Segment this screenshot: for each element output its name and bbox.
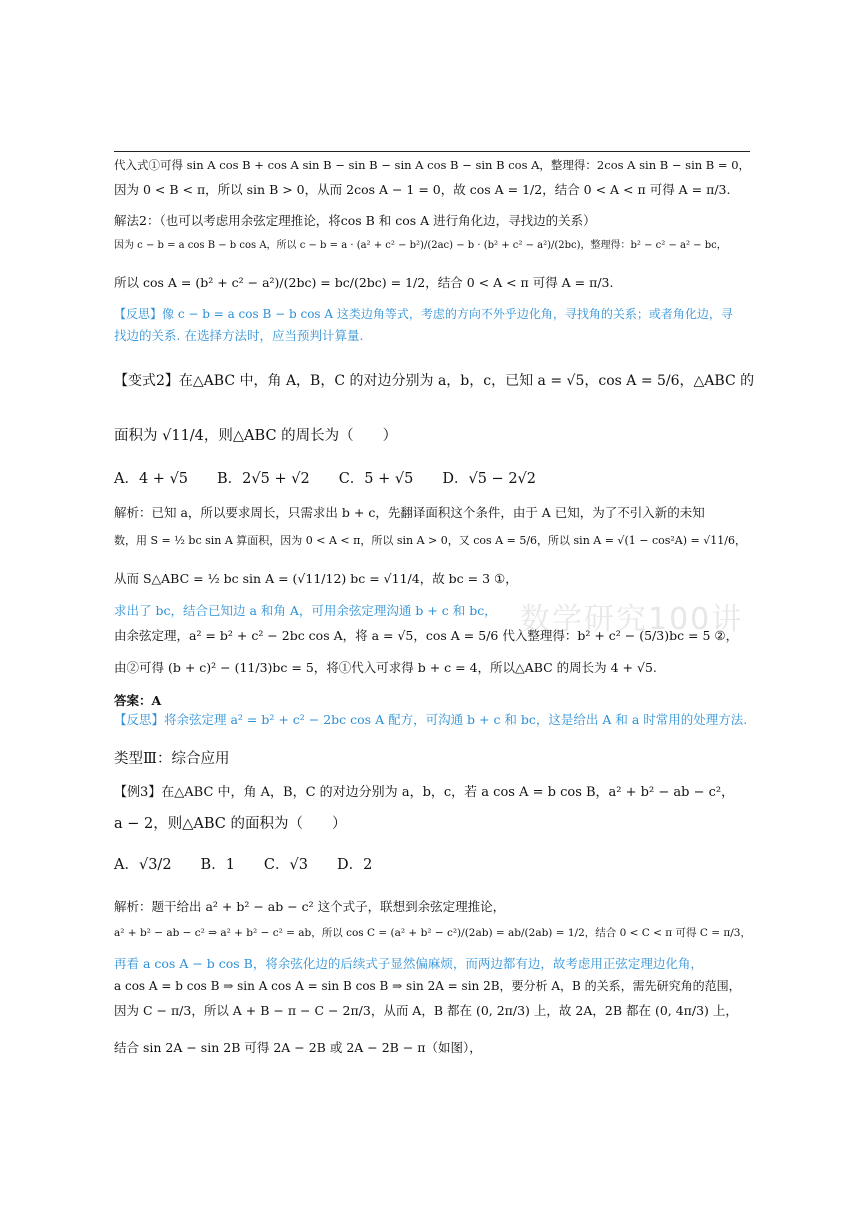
text-line-l10: A．4 + √5 B．2√5 + √2 C．5 + √5 D．√5 − 2√2 bbox=[114, 471, 537, 487]
text-line-l22: A．√3/2 B．1 C．√3 D．2 bbox=[114, 857, 373, 873]
text-line-l26: a cos A = b cos B ⇒ sin A cos A = sin B cos B ⇒ sin 2A = sin 2B，要分析 A，B 的关系，需先研究角的范围， bbox=[114, 979, 741, 993]
text-line-l12: 数，用 S = ½ bc sin A 算面积，因为 0 < A < π，所以 sin A > 0，又 cos A = 5/6，所以 sin A = √(1 − cos²A) = √11/6， bbox=[114, 534, 746, 547]
text-line-l3: 解法2：（也可以考虑用余弦定理推论，将cos B 和 cos A 进行角化边，寻找边的关系） bbox=[114, 213, 596, 228]
text-line-l15: 由余弦定理，a² = b² + c² − 2bc cos A，将 a = √5，cos A = 5/6 代入整理得：b² + c² − (5/3)bc = 5 ②， bbox=[114, 628, 739, 643]
text-line-l1: 代入式①可得 sin A cos B + cos A sin B − sin B − sin A cos B − sin B cos A，整理得：2cos A sin B − sin B = 0， bbox=[114, 158, 751, 172]
text-line-l28: 结合 sin 2A − sin 2B 可得 2A − 2B 或 2A − 2B − π（如图）， bbox=[114, 1040, 482, 1055]
text-line-l4: 因为 c − b = a cos B − b cos A，所以 c − b = a · (a² + c² − b²)/(2ac) − b · (b² + c² − a²)/(2bc)，整理得：b² − c² − a² − bc， bbox=[114, 240, 727, 251]
text-line-l5: 所以 cos A = (b² + c² − a²)/(2bc) = bc/(2bc) = 1/2，结合 0 < A < π 可得 A = π/3. bbox=[114, 275, 614, 290]
watermark: 数学研究100讲 bbox=[520, 602, 744, 637]
text-line-l14: 求出了 bc，结合已知边 a 和角 A，可用余弦定理沟通 b + c 和 bc， bbox=[114, 603, 497, 618]
text-line-l24: a² + b² − ab − c² ⇒ a² + b² − c² = ab，所以 cos C = (a² + b² − c²)/(2ab) = ab/(2ab) = 1/2，结合 0 < C < π 可得 C = π/3， bbox=[114, 927, 751, 939]
text-line-l7: 找边的关系. 在选择方法时，应当预判计算量. bbox=[114, 328, 364, 343]
text-line-l25: 再看 a cos A − b cos B，将余弦化边的后续式子显然偏麻烦，而两边都有边，故考虑用正弦定理边化角， bbox=[114, 956, 703, 971]
text-line-l9: 面积为 √11/4，则△ABC 的周长为（ ） bbox=[114, 428, 398, 444]
text-line-l20: 【例3】在△ABC 中，角 A，B，C 的对边分别为 a，b，c，若 a cos A = b cos B，a² + b² − ab − c²， bbox=[114, 785, 735, 800]
text-line-l23: 解析：题干给出 a² + b² − ab − c² 这个式子，联想到余弦定理推论， bbox=[114, 899, 506, 914]
text-line-l11: 解析：已知 a，所以要求周长，只需求出 b + c，先翻译面积这个条件，由于 A 已知，为了不引入新的未知 bbox=[114, 505, 705, 520]
text-line-l18: 【反思】将余弦定理 a² = b² + c² − 2bc cos A 配方，可沟通 b + c 和 bc，这是给出 A 和 a 时常用的处理方法. bbox=[114, 712, 748, 727]
text-line-l16: 由②可得 (b + c)² − (11/3)bc = 5，将①代入可求得 b + c = 4，所以△ABC 的周长为 4 + √5. bbox=[114, 660, 657, 675]
text-line-l6: 【反思】像 c − b = a cos B − b cos A 这类边角等式，考虑的方向不外乎边化角，寻找角的关系；或者角化边，寻 bbox=[114, 307, 733, 321]
header-rule bbox=[114, 151, 750, 152]
text-line-l17: 答案：A bbox=[114, 693, 162, 708]
text-line-l8: 【变式2】在△ABC 中，角 A，B，C 的对边分别为 a，b，c，已知 a = √5，cos A = 5/6，△ABC 的 bbox=[114, 373, 755, 389]
text-line-l2: 因为 0 < B < π，所以 sin B > 0，从而 2cos A − 1 = 0，故 cos A = 1/2，结合 0 < A < π 可得 A = π/3. bbox=[114, 182, 731, 197]
text-line-l21: a − 2，则△ABC 的面积为（ ） bbox=[114, 816, 347, 832]
text-line-l13: 从而 S△ABC = ½ bc sin A = (√11/12) bc = √11/4，故 bc = 3 ①， bbox=[114, 571, 518, 586]
text-line-l19: 类型Ⅲ：综合应用 bbox=[114, 751, 230, 767]
text-line-l27: 因为 C − π/3，所以 A + B − π − C − 2π/3，从而 A，B 都在 (0, 2π/3) 上，故 2A，2B 都在 (0, 4π/3) 上， bbox=[114, 1003, 738, 1018]
